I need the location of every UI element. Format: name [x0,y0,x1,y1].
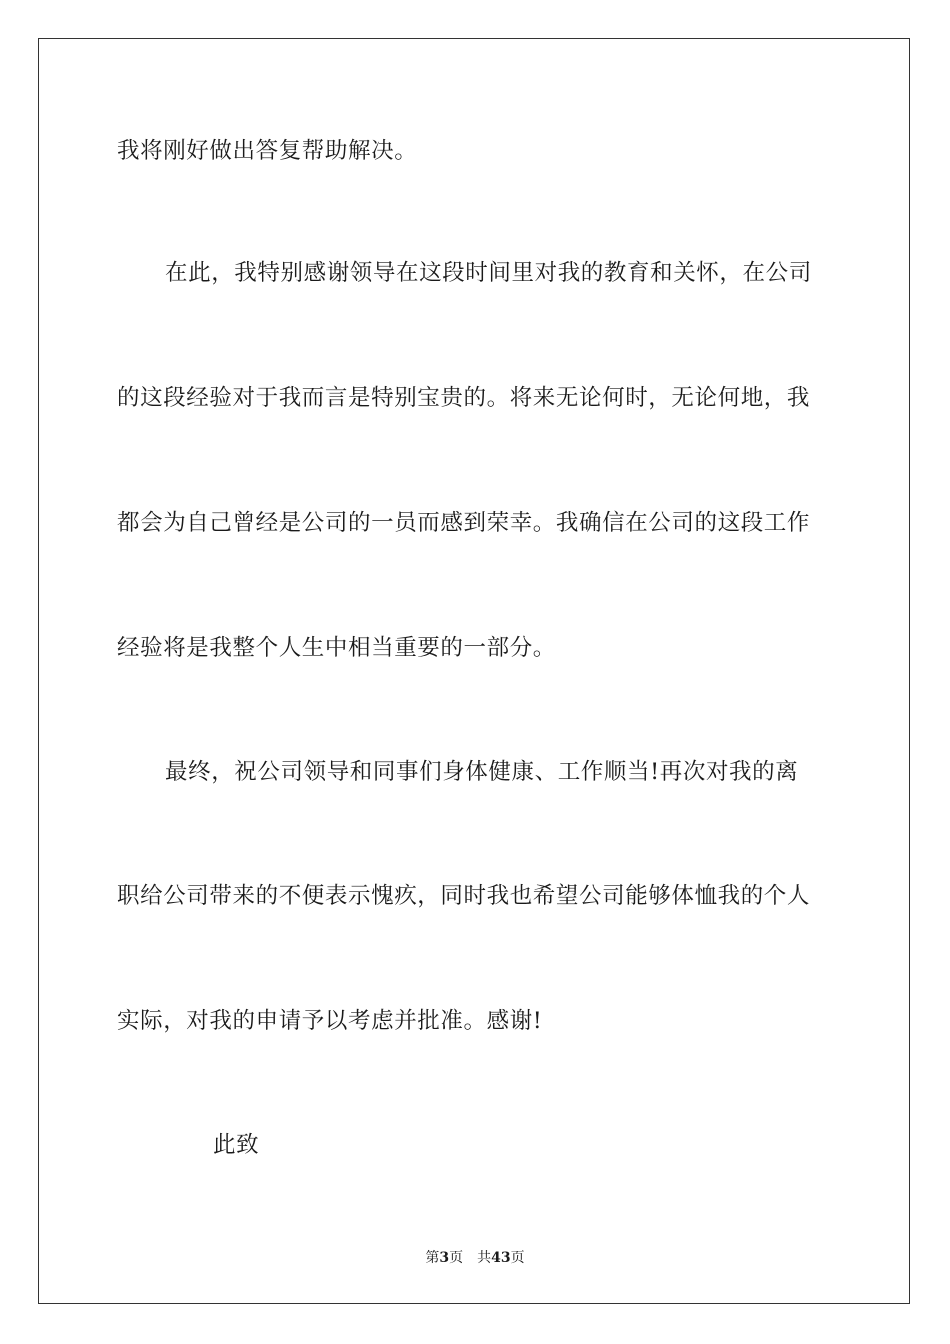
closing-salutation: 此致 [213,1132,260,1158]
page-number: 3 [439,1250,450,1266]
total-prefix: 共 [477,1250,492,1266]
text-line-5: 经验将是我整个人生中相当重要的一部分。 [117,635,556,661]
text-line-6: 最终，祝公司领导和同事们身体健康、工作顺当!再次对我的离 [165,759,799,785]
total-pages: 43 [491,1250,511,1266]
text-line-3: 的这段经验对于我而言是特别宝贵的。将来无论何时，无论何地，我 [117,385,811,411]
page-footer [0,1248,950,1268]
page-prefix: 第 [425,1250,440,1266]
text-line-4: 都会为自己曾经是公司的一员而感到荣幸。我确信在公司的这段工作 [117,510,811,536]
text-line-7: 职给公司带来的不便表示愧疚，同时我也希望公司能够体恤我的个人 [117,883,811,909]
text-line-1: 我将刚好做出答复帮助解决。 [117,138,418,164]
text-line-2: 在此，我特别感谢领导在这段时间里对我的教育和关怀，在公司 [165,260,812,286]
page-suffix: 页 [449,1250,464,1266]
total-suffix: 页 [510,1250,525,1266]
page-border [38,38,910,1304]
text-line-8: 实际，对我的申请予以考虑并批准。感谢! [117,1008,543,1034]
